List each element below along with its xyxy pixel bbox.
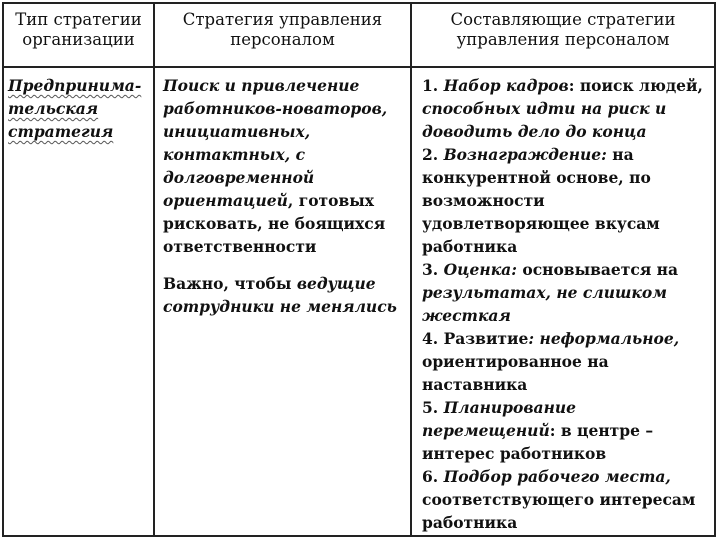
header-strategy-components: Составляющие стратегии управления персоналом	[450, 10, 676, 49]
item-2: 2. Вознаграждение: на	[422, 145, 634, 164]
header-strategy-type: Тип стратегии организации	[15, 10, 142, 49]
item-6: 6. Подбор рабочего места,	[422, 467, 671, 486]
column-divider-1	[153, 4, 155, 535]
cell-personnel-strategy: Поиск и привлечение работников-новаторов, инициативных, контактных, с долговременной ориентацией, готовых рисковать, не боящихся ответственности Важно, чтобы ведущие сотрудники не менялись	[163, 76, 397, 316]
item-1: 1. Набор кадров: поиск людей,	[422, 76, 703, 95]
column-divider-2	[410, 4, 412, 535]
cell-strategy-type: Предпринима- тельская стратегия	[8, 76, 142, 141]
item-5: 5. Планирование	[422, 398, 577, 417]
cell-strategy-components: 1. Набор кадров: поиск людей, способных идти на риск и доводить дело до конца 2. Вознаграждение: на конкурентной основе, по возможности удовлетворяющее вкусам работника 3. Оценка: основывается на результатах, не слишком жесткая 4. Развитие: неформальное, ориентированное на наставника 5. Планирование перемещений: в центре – интерес работников 6. Подбор рабочего места, соответствующего интересам работника	[422, 74, 716, 534]
strategy-table	[2, 2, 716, 537]
item-3: 3. Оценка: основывается на	[422, 260, 679, 279]
header-personnel-strategy: Стратегия управления персоналом	[182, 10, 383, 49]
header-divider	[4, 66, 714, 68]
item-4: 4. Развитие: неформальное,	[422, 329, 680, 348]
